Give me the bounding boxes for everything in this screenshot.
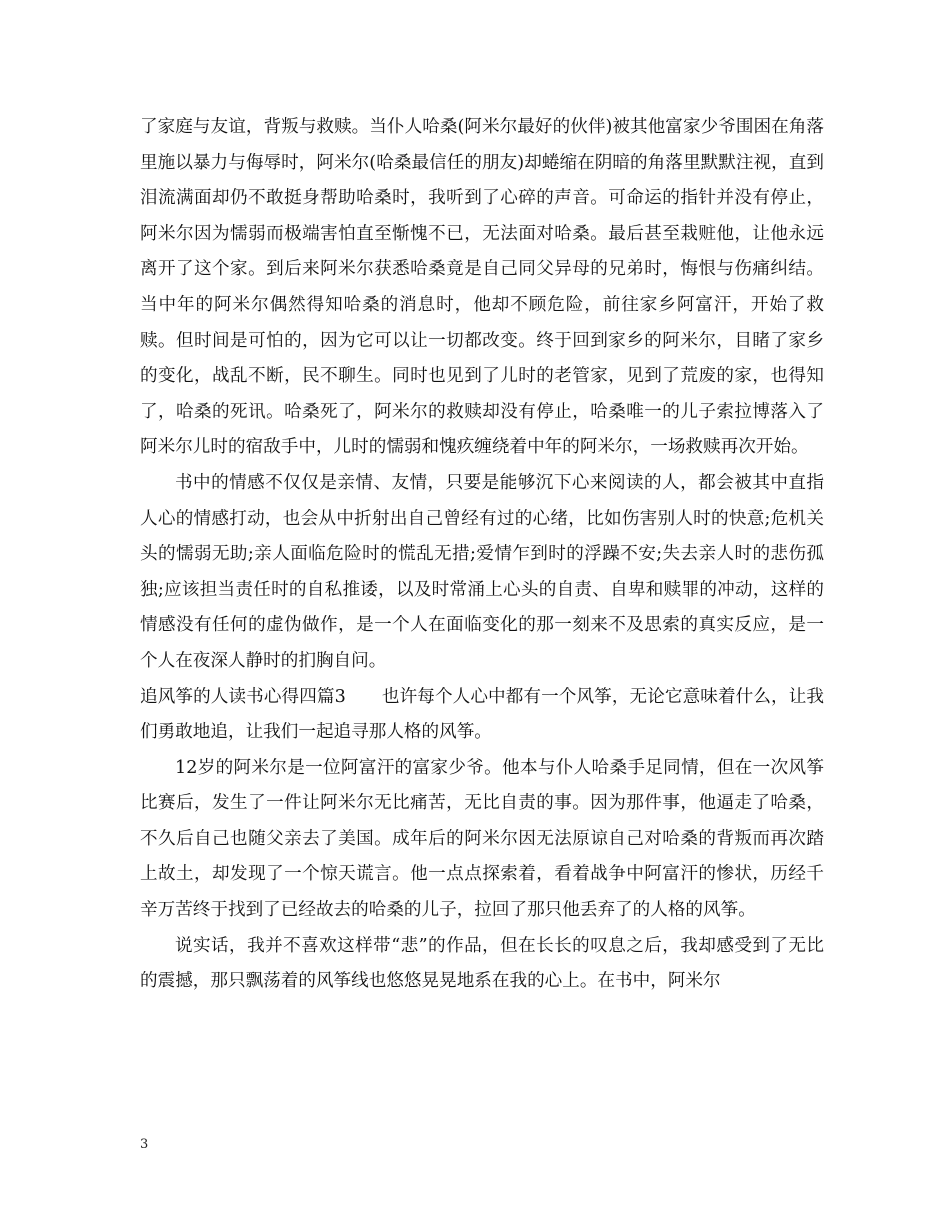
document-body <box>140 110 824 1000</box>
paragraph-amir-summary: 12岁的阿米尔是一位阿富汗的富家少爷。他本与仆人哈桑手足同情，但在一次风筝比赛后，发生了一件让阿米尔无比痛苦，无比自责的事。因为那件事，他逼走了哈桑，不久后自己也随父亲去了美国。成年后的阿米尔因无法原谅自己对哈桑的背叛而再次踏上故土，却发现了一个惊天谎言。他一点点探索着，看着战争中阿富汗的惨状，历经千辛万苦终于找到了已经故去的哈桑的儿子，拉回了那只他丢弃了的人格的风筝。 <box>140 757 824 921</box>
paragraph-emotions: 书中的情感不仅仅是亲情、友情，只要是能够沉下心来阅读的人，都会被其中直指人心的情感打动，也会从中折射出自己曾经有过的心绪，比如伤害别人时的快意;危机关头的懦弱无助;亲人面临危险时的慌乱无措;爱情乍到时的浮躁不安;失去亲人时的悲伤孤独;应该担当责任时的自私推诿，以及时常涌上心头的自责、自卑和赎罪的冲动，这样的情感没有任何的虚伪做作，是一个人在面临变化的那一刻来不及思索的真实反应，是一个人在夜深人静时的扪胸自问。 <box>140 472 824 671</box>
paragraph-reflection: 说实话，我并不喜欢这样带“悲”的作品，但在长长的叹息之后，我却感受到了无比的震撼，那只飘荡着的风筝线也悠悠晃晃地系在我的心上。在书中，阿米尔 <box>140 935 824 992</box>
section-intro-text: 也许每个人心中都有一个风筝，无论它意味着什么，让我们勇敢地追，让我们一起追寻那人格的风筝。 <box>140 686 824 743</box>
paragraph-redemption-story: 了家庭与友谊，背叛与救赎。当仆人哈桑(阿米尔最好的伙伴)被其他富家少爷围困在角落里施以暴力与侮辱时，阿米尔(哈桑最信任的朋友)却蜷缩在阴暗的角落里默默注视，直到泪流满面却仍不敢挺身帮助哈桑时，我听到了心碎的声音。可命运的指针并没有停止，阿米尔因为懦弱而极端害怕直至惭愧不已，无法面对哈桑。最后甚至栽赃他，让他永远离开了这个家。到后来阿米尔获悉哈桑竟是自己同父异母的兄弟时，悔恨与伤痛纠结。当中年的阿米尔偶然得知哈桑的消息时，他却不顾危险，前往家乡阿富汗，开始了救赎。但时间是可怕的，因为它可以让一切都改变。终于回到家乡的阿米尔，目睹了家乡的变化，战乱不断，民不聊生。同时也见到了儿时的老管家，见到了荒废的家，也得知了，哈桑的死讯。哈桑死了，阿米尔的救赎却没有停止，哈桑唯一的儿子索拉博落入了阿米尔儿时的宿敌手中，儿时的懦弱和愧疚缠绕着中年的阿米尔，一场救赎再次开始。 <box>140 117 824 458</box>
paragraph-section-heading <box>140 680 824 751</box>
page-number: 3 <box>140 1137 149 1152</box>
section-heading: 追风筝的人读书心得四篇3 <box>140 686 346 707</box>
